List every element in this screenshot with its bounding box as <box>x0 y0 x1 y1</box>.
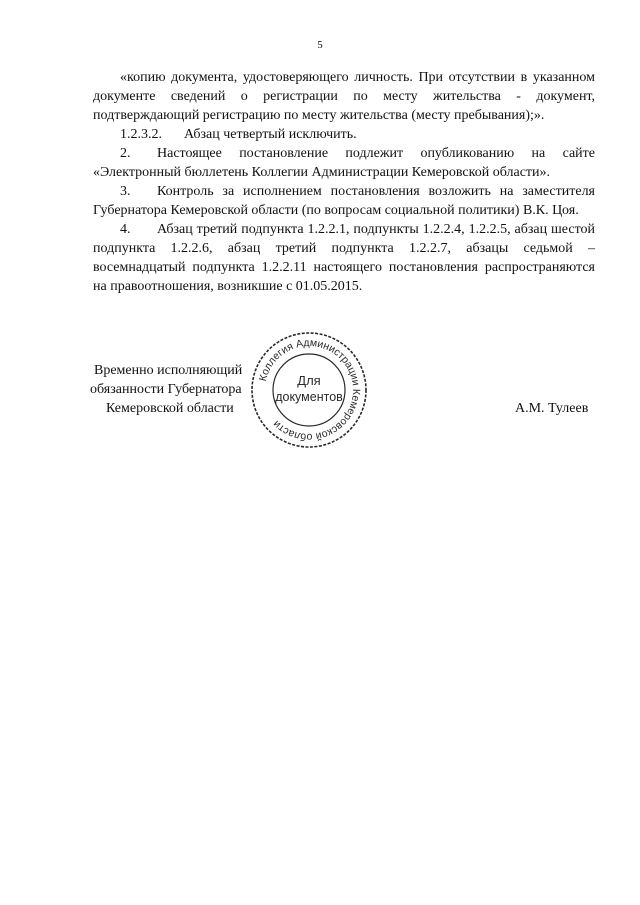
paragraph-text: Контроль за исполнением постановления возложить на заместителя Губернатора Кемеровской области (по вопросам социальной политики) В.К. Цоя. <box>93 184 595 218</box>
signatory-title-line-3: Кемеровской области <box>106 401 234 416</box>
paragraph-text: Настоящее постановление подлежит опубликованию на сайте «Электронный бюллетень Коллегии Администрации Кемеровской области». <box>93 146 595 180</box>
seal-center-line-2: документов <box>275 390 343 404</box>
paragraph-label: 3. <box>120 184 131 199</box>
paragraph-label: 4. <box>120 222 131 237</box>
official-seal <box>248 329 370 451</box>
paragraph-label: 1.2.3.2. <box>120 127 162 142</box>
paragraph-text: Абзац четвертый исключить. <box>184 127 357 142</box>
signatory-title-line-2: обязанности Губернатора <box>90 382 242 397</box>
paragraph-1-2-3-2 <box>93 125 595 144</box>
paragraph-2 <box>93 144 595 182</box>
paragraph-4 <box>93 220 595 296</box>
signatory-title-line-1: Временно исполняющий <box>94 363 243 378</box>
paragraph-3 <box>93 182 595 220</box>
paragraph-quote: «копию документа, удостоверяющего личность. При отсутствии в указанном документе сведений о регистрации по месту жительства - документ, подтверждающий регистрацию по месту жительства (месту пребывания);». <box>93 70 595 123</box>
paragraph-text: Абзац третий подпункта 1.2.2.1, подпункты 1.2.2.4, 1.2.2.5, абзац шестой подпункта 1.2.2.6, абзац третий подпункта 1.2.2.7, абзацы седьмой – восемнадцатый подпункта 1.2.2.11 настоящего постановления распространяются на правоотношения, возникшие с 01.05.2015. <box>93 222 595 294</box>
seal-ring-text: Коллегия Администрации Кемеровской области <box>256 336 363 444</box>
paragraph-label: 2. <box>120 146 131 161</box>
document-body <box>93 68 595 296</box>
signatory-name: А.М. Тулеев <box>515 401 589 416</box>
seal-center-line-1: Для <box>297 373 321 388</box>
page-number: 5 <box>317 39 323 51</box>
